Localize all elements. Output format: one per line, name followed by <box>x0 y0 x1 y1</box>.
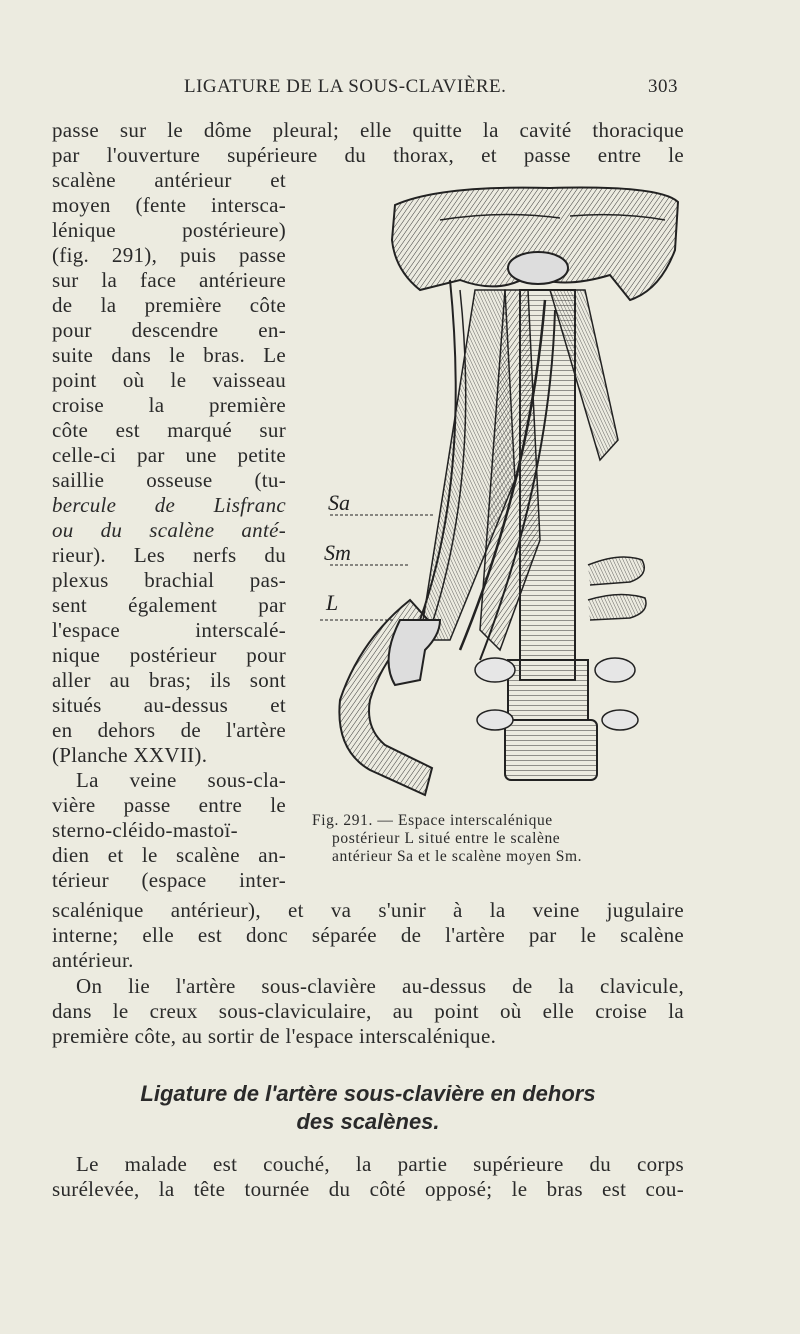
neck-anatomy-engraving <box>300 180 700 810</box>
text-line: aller au bras; ils sont <box>52 668 286 692</box>
text-line: surélevée, la tête tournée du côté opposé; le bras est cou- <box>52 1177 684 1201</box>
text-line: nique postérieur pour <box>52 643 286 667</box>
text-line: (Planche XXVII). <box>52 743 208 767</box>
caption-line: postérieur L situé entre le scalène <box>332 830 561 847</box>
text-line: suite dans le bras. Le <box>52 343 286 367</box>
figure-caption <box>312 812 692 866</box>
text-line: vière passe entre le <box>52 793 286 817</box>
text-line: interne; elle est donc séparée de l'artère par le scalène <box>52 923 684 947</box>
text-line: dans le creux sous-claviculaire, au point où elle croise la <box>52 999 684 1023</box>
text-line: de la première côte <box>52 293 286 317</box>
section-title <box>52 1080 684 1136</box>
text-line: en dehors de l'artère <box>52 718 286 742</box>
text-line: lénique postérieure) <box>52 218 286 242</box>
text-line: dien et le scalène an- <box>52 843 286 867</box>
text-line: croise la première <box>52 393 286 417</box>
text-line: ou du scalène anté- <box>52 518 286 542</box>
label-sm: Sm <box>324 540 351 565</box>
text-line: première côte, au sortir de l'espace interscalénique. <box>52 1024 497 1048</box>
text-line: sur la face antérieure <box>52 268 286 292</box>
label-l: L <box>326 590 339 615</box>
text-line: celle-ci par une petite <box>52 443 286 467</box>
text-line: situés au-dessus et <box>52 693 286 717</box>
text-line: par l'ouverture supérieure du thorax, et passe entre le <box>52 143 684 167</box>
text-line: antérieur. <box>52 948 134 972</box>
text-line: l'espace interscalé- <box>52 618 286 642</box>
text-line: Le malade est couché, la partie supérieure du corps <box>76 1152 684 1176</box>
text-line: saillie osseuse (tu- <box>52 468 286 492</box>
text-line: point où le vaisseau <box>52 368 286 392</box>
text-line: térieur (espace inter- <box>52 868 286 892</box>
section-title-line: Ligature de l'artère sous-clavière en dehors <box>140 1081 596 1106</box>
text-line: scalénique antérieur), et va s'unir à la veine jugulaire <box>52 898 684 922</box>
text-line: scalène antérieur et <box>52 168 286 192</box>
running-head <box>52 76 678 102</box>
anatomical-illustration <box>300 180 700 810</box>
running-title: LIGATURE DE LA SOUS-CLAVIÈRE. <box>184 76 507 97</box>
text-line: On lie l'artère sous-clavière au-dessus de la clavicule, <box>76 974 684 998</box>
text-line: sterno-cléido-mastoï- <box>52 818 238 842</box>
page-number: 303 <box>648 76 678 97</box>
section-title-line: des scalènes. <box>296 1109 440 1134</box>
caption-line: antérieur Sa et le scalène moyen Sm. <box>332 848 583 865</box>
text-line: (fig. 291), puis passe <box>52 243 286 267</box>
text-line: passe sur le dôme pleural; elle quitte la cavité thoracique <box>52 118 684 142</box>
label-sa: Sa <box>328 490 350 515</box>
text-line: pour descendre en- <box>52 318 286 342</box>
text-line: La veine sous-cla- <box>76 768 286 792</box>
text-line: bercule de Lisfranc <box>52 493 286 517</box>
text-line: côte est marqué sur <box>52 418 286 442</box>
text-line: rieur). Les nerfs du <box>52 543 286 567</box>
text-line: sent également par <box>52 593 286 617</box>
text-line: moyen (fente intersca- <box>52 193 286 217</box>
text-line: plexus brachial pas- <box>52 568 286 592</box>
caption-line: Fig. 291. — Espace interscalénique <box>312 812 553 829</box>
